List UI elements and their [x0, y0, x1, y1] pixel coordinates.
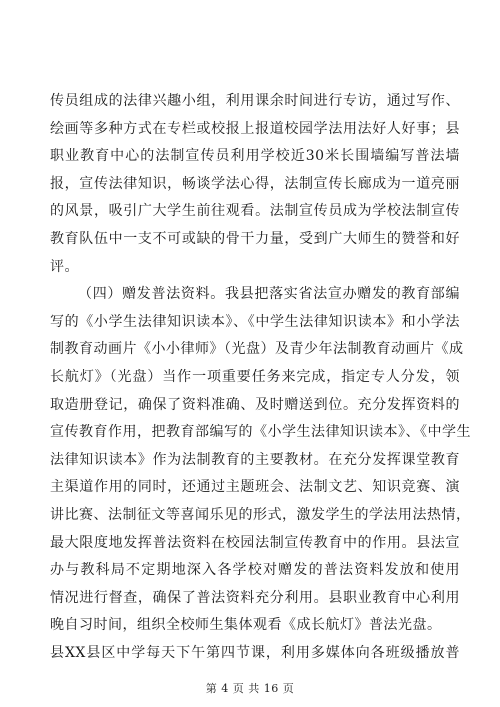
text-line: 讲比赛、法制征文等喜闻乐见的形式，激发学生的学法用法热情， — [50, 506, 471, 523]
text-line: 晚自习时间，组织全校师生集体观看《成长航灯》普法光盘。 — [50, 617, 442, 634]
text-line: 报，宣传法律知识，畅谈学法心得，法制宣传长廊成为一道亮丽 — [50, 175, 460, 192]
text-line: 宣传教育作用，把教育部编写的《小学生法律知识读本》、《中学生 — [50, 424, 471, 441]
text-line: 县XX县区中学每天下午第四节课，利用多媒体向各班级播放普 — [50, 644, 460, 661]
text-line: 传员组成的法律兴趣小组，利用课余时间进行专访，通过写作、 — [50, 93, 460, 109]
page-number-label: 第 4 页 共 16 页 — [205, 682, 295, 695]
body-text — [50, 88, 471, 667]
text-line: 法律知识读本》作为法制教育的主要教材。在充分发挥课堂教育 — [50, 451, 460, 468]
text-line: 办与教科局不定期地深入各学校对赠发的普法资料发放和使用 — [50, 562, 460, 579]
section-heading-line: （四）赠发普法资料。我县把落实省法宣办赠发的教育部编 — [78, 286, 460, 303]
text-line: 长航灯》（光盘）当作一项重要任务来完成，指定专人分发，领 — [50, 368, 460, 385]
text-line: 主渠道作用的同时，还通过主题班会、法制文艺、知识竞赛、演 — [50, 479, 460, 496]
text-line: 情况进行督查，确保了普法资料充分利用。县职业教育中心利用 — [50, 589, 460, 606]
text-line: 绘画等多种方式在专栏或校报上报道校园学法用法好人好事；县 — [50, 120, 460, 137]
text-line: 最大限度地发挥普法资料在校园法制宣传教育中的作用。县法宣 — [50, 534, 460, 551]
text-line: 取造册登记，确保了资料准确、及时赠送到位。充分发挥资料的 — [50, 396, 460, 413]
text-line: 职业教育中心的法制宣传员利用学校近30米长围墙编写普法墙 — [50, 148, 460, 165]
text-line: 教育队伍中一支不可或缺的骨干力量，受到广大师生的赞誉和好 — [50, 230, 460, 247]
page-footer — [0, 680, 500, 696]
text-line: 写的《小学生法律知识读本》、《中学生法律知识读本》和小学法 — [50, 313, 460, 330]
text-line: 评。 — [50, 258, 79, 275]
text-line: 的风景，吸引广大学生前往观看。法制宣传员成为学校法制宣传 — [50, 203, 460, 220]
text-line: 制教育动画片《小小律师》（光盘）及青少年法制教育动画片《成 — [50, 341, 464, 358]
